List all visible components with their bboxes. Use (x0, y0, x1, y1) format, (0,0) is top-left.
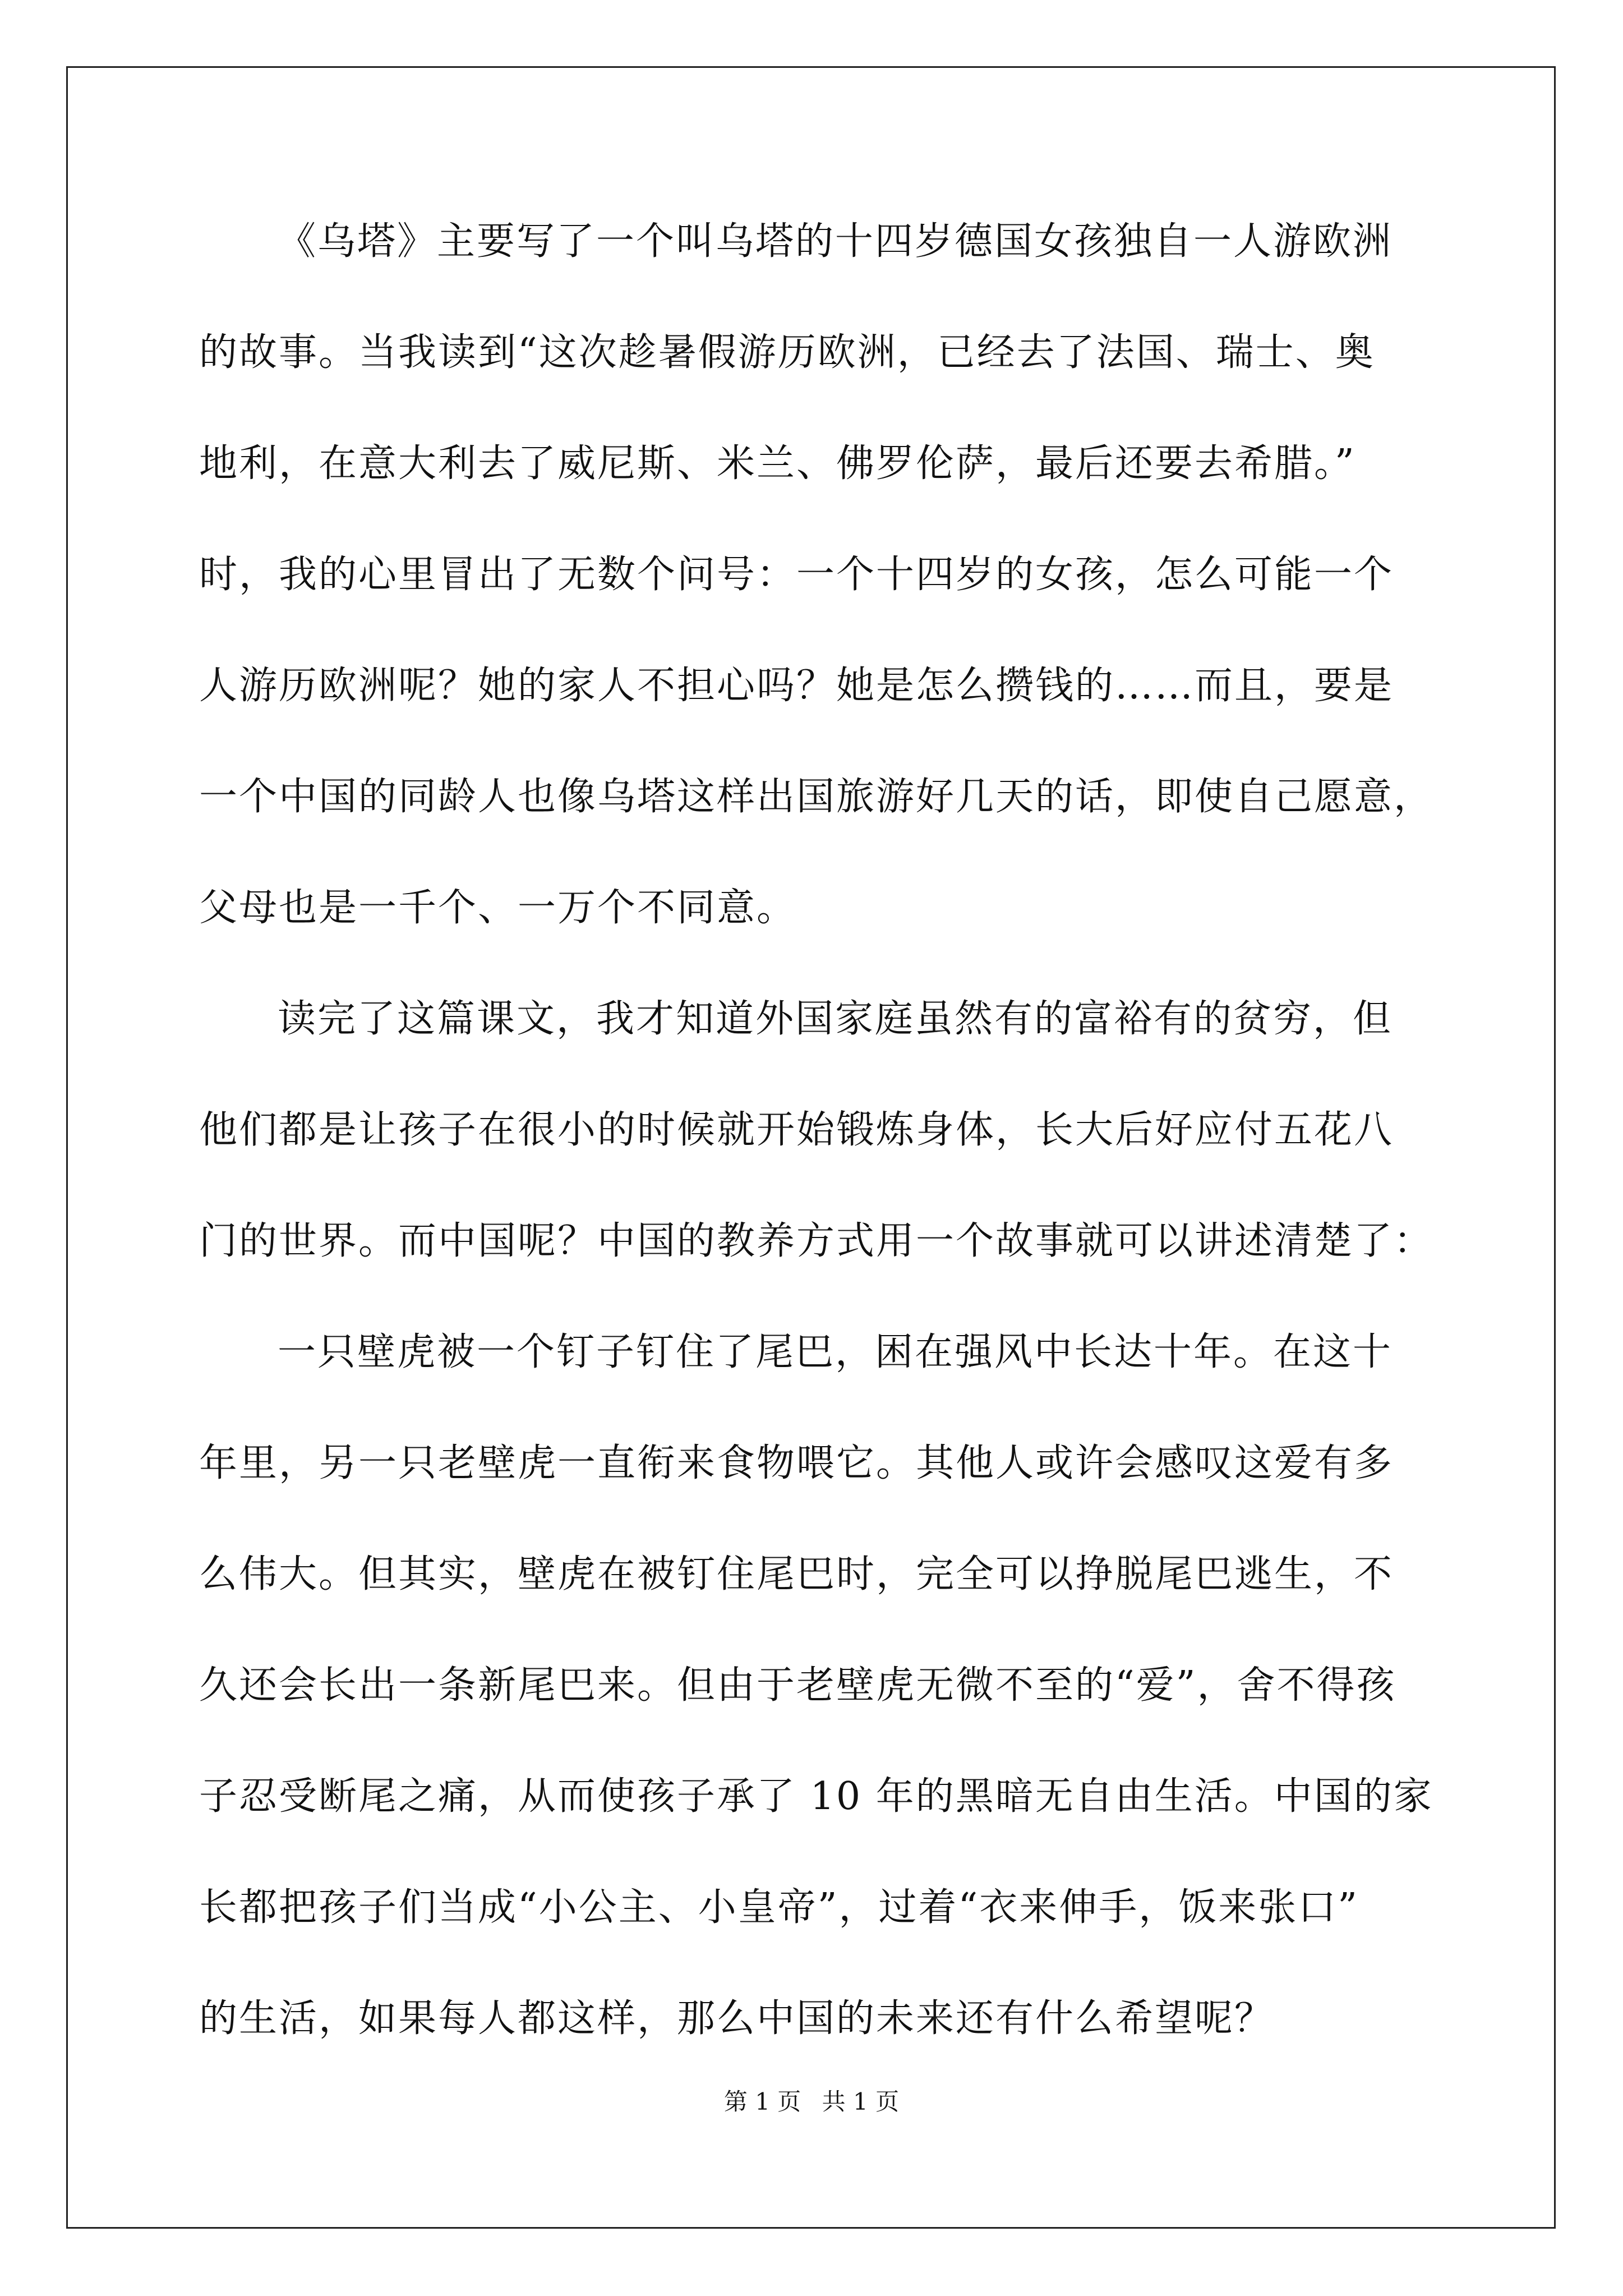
text-line: 一只壁虎被一个钉子钉住了尾巴，困在强风中长达十年。在这十 (278, 1330, 1393, 1374)
text-line: 年里，另一只老壁虎一直衔来食物喂它。其他人或许会感叹这爱有多 (199, 1441, 1394, 1485)
page-number-current: 第 1 页 (723, 2088, 801, 2115)
text-line: 父母也是一千个、一万个不同意。 (199, 886, 797, 930)
text-line: 的故事。当我读到“这次趁暑假游历欧洲，已经去了法国、瑞士、奥 (199, 330, 1375, 375)
text-line: 《乌塔》主要写了一个叫乌塔的十四岁德国女孩独自一人游欧洲 (278, 219, 1393, 264)
page-footer (0, 2088, 1623, 2116)
text-line: 人游历欧洲呢？她的家人不担心吗？她是怎么攒钱的……而且，要是 (199, 664, 1394, 708)
text-line: 读完了这篇课文，我才知道外国家庭虽然有的富裕有的贫穷，但 (278, 997, 1393, 1041)
page-number-total: 共 1 页 (822, 2088, 900, 2115)
text-line: 长都把孩子们当成“小公主、小皇帝”，过着“衣来伸手，饭来张口” (199, 1885, 1359, 1930)
text-line: 么伟大。但其实，壁虎在被钉住尾巴时，完全可以挣脱尾巴逃生，不 (199, 1552, 1394, 1596)
text-line: 子忍受断尾之痛，从而使孩子承了 10 年的黑暗无自由生活。中国的家 (199, 1774, 1433, 1819)
text-line: 门的世界。而中国呢？中国的教养方式用一个故事就可以讲述清楚了： (199, 1219, 1434, 1263)
document-body (199, 213, 1433, 2101)
text-line: 的生活，如果每人都这样，那么中国的未来还有什么希望呢？ (199, 1996, 1275, 2041)
text-line: 久还会长出一条新尾巴来。但由于老壁虎无微不至的“爱”，舍不得孩 (199, 1663, 1396, 1708)
text-line: 一个中国的同龄人也像乌塔这样出国旅游好几天的话，即使自己愿意， (199, 775, 1434, 819)
text-line: 地利，在意大利去了威尼斯、米兰、佛罗伦萨，最后还要去希腊。” (199, 441, 1356, 486)
text-line: 时，我的心里冒出了无数个问号：一个十四岁的女孩，怎么可能一个 (199, 553, 1394, 597)
text-line: 他们都是让孩子在很小的时候就开始锻炼身体，长大后好应付五花八 (199, 1108, 1394, 1152)
